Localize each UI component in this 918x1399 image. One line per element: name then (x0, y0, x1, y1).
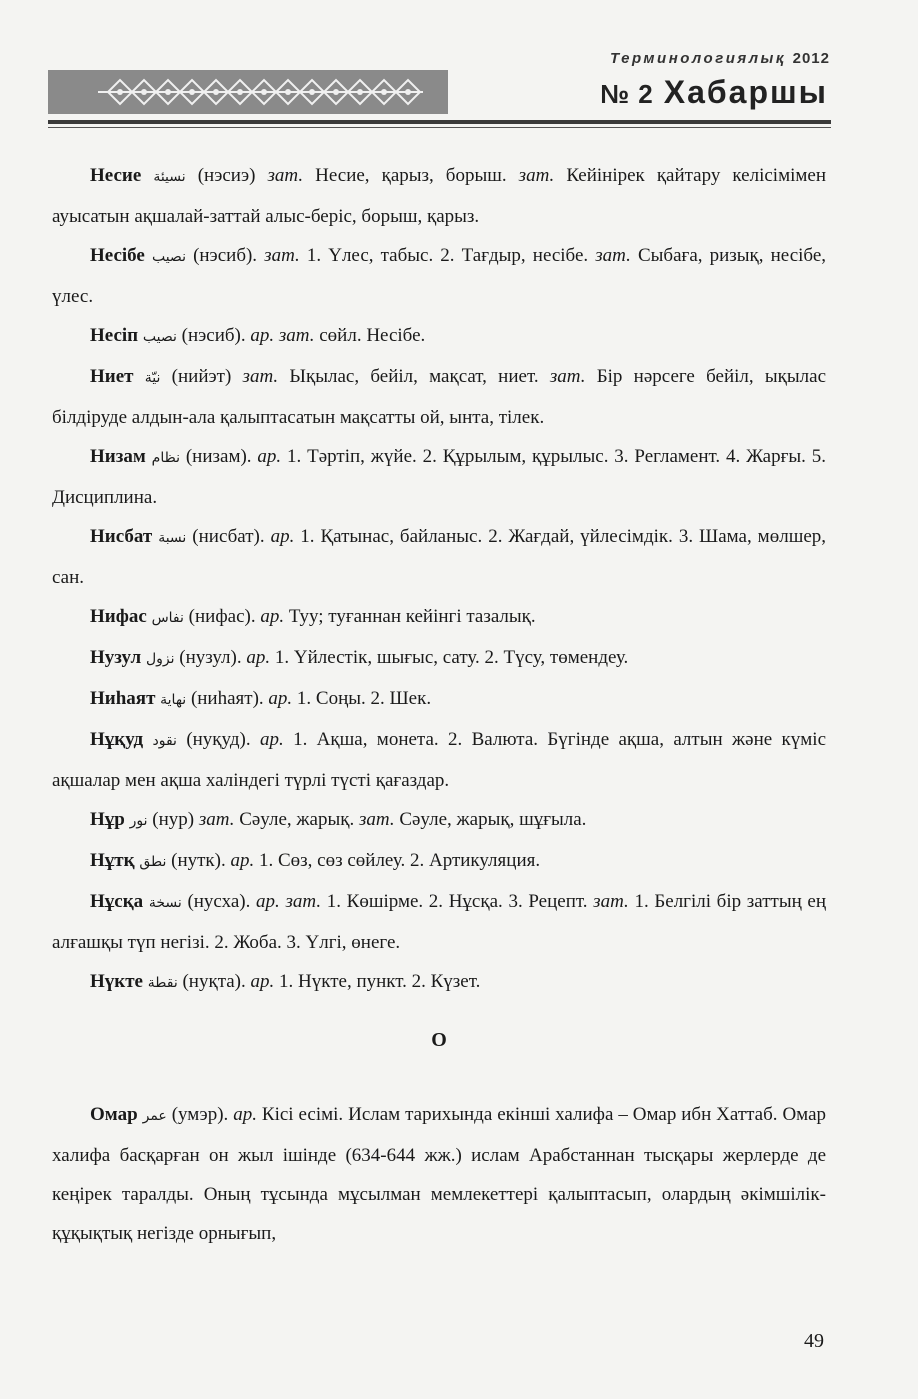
entry-headword: Нұқуд (90, 729, 144, 750)
entry-headword: Нүкте (90, 971, 143, 992)
entry-definition: 1. Белгілі бір заттың ең алғашқы түп негізі. 2. Жоба. 3. Үлгі, өнеге. (52, 891, 827, 953)
entry-transcription: (нуқуд). (176, 729, 260, 750)
entry-arabic: نسخة (148, 895, 182, 911)
page-header (0, 0, 918, 140)
dictionary-entry (52, 882, 826, 962)
ornament-banner (48, 70, 448, 114)
header-rule-thin (48, 127, 831, 128)
entry-transcription: (нифас). (183, 606, 261, 627)
entry-headword: Нузул (90, 647, 142, 668)
dictionary-entry (52, 800, 826, 841)
entry-headword: Нисбат (90, 526, 153, 547)
dictionary-entry (52, 597, 826, 638)
entry-definition: 1. Көшірме. 2. Нұсқа. 3. Рецепт. (321, 891, 594, 912)
entry-transcription: (нур) (147, 809, 199, 830)
entry-transcription: (нийэт) (160, 366, 243, 387)
entry-headword: Омар (90, 1104, 138, 1125)
entry-pos: ар. зат. (256, 891, 322, 912)
entry-headword: Нұсқа (90, 891, 144, 912)
entries-list (52, 156, 826, 1003)
entry-pos: ар. (257, 446, 282, 467)
entry-pos: зат. (593, 891, 629, 912)
entry-definition: Ықылас, бейіл, мақсат, ниет. (278, 366, 550, 387)
entry-arabic: نقود (152, 733, 177, 749)
entry-pos: ар. (268, 688, 293, 709)
entry-definition: 1. Қатынас, байланыс. 2. Жағдай, үйлесімдік. 3. Шама, мөлшер, сан. (52, 526, 827, 588)
entry-pos: ар. (230, 850, 255, 871)
entry-pos: ар. (233, 1104, 257, 1125)
entry-definition: Сыбаға, ризық, несібе, үлес. (52, 245, 826, 307)
dictionary-entry (52, 156, 826, 236)
entry-transcription: (нуқта). (177, 971, 251, 992)
entry-arabic: نظام (151, 450, 180, 466)
section-letter: О (431, 1029, 447, 1051)
journal-name (610, 50, 830, 67)
dictionary-entry (52, 437, 826, 517)
entry-arabic: نسيئة (153, 169, 186, 185)
journal-name-text: Терминологиялық (610, 50, 786, 67)
entry-definition: 1. Тәртіп, жүйе. 2. Құрылым, құрылыс. 3. Регламент. 4. Жарғы. 5. Дисциплина. (52, 446, 827, 508)
entry-definition: 1. Нүкте, пункт. 2. Күзет. (274, 971, 481, 992)
entry-headword: Несие (90, 165, 142, 186)
entry-transcription: (нэсиб). (185, 245, 265, 266)
dictionary-entry (52, 357, 826, 437)
dictionary-entry (52, 841, 826, 882)
dictionary-entry (52, 316, 826, 357)
entry-pos: ар. (260, 606, 285, 627)
entry-transcription: (нисбат). (186, 526, 271, 547)
entry-pos: зат. (595, 245, 631, 266)
journal-title (600, 74, 828, 111)
entry-headword: Нұтқ (90, 850, 135, 871)
entry-definition: Кейінірек қайтару келісімімен ауысатын ақшалай-заттай алыс-беріс, борыш, қарыз. (52, 165, 826, 227)
entry-definition: Кісі есімі. Ислам тарихында екінші халифа – Омар ибн Хаттаб. Омар халифа басқарған он жыл ішінде (634-644 жж.) ислам Арабстаннан тысқары жерлерде де кеңірек таралды. Оның тұсында мұсылман мемлекеттері қалыптасып, олардың әкімшілік-құқықтық негізде орнығып, (52, 1104, 827, 1244)
dictionary-entry (52, 236, 826, 316)
entry-arabic: نفاس (151, 610, 184, 626)
entry-definition: 1. Ақша, монета. 2. Валюта. Бүгінде ақша, алтын және күміс ақшалар мен ақша халіндегі түрлі түсті қағаздар. (52, 729, 826, 791)
dictionary-entry (52, 638, 826, 679)
entry-transcription: (низам). (180, 446, 258, 467)
entry-definition: сөйл. Несібе. (314, 325, 426, 346)
dictionary-entry (52, 720, 826, 800)
entry-pos: зат. (267, 165, 304, 186)
entry-pos: зат. (242, 366, 279, 387)
dictionary-entry (52, 517, 826, 597)
entry-definition: Бір нәрсеге бейіл, ықылас білдіруде алдын-ала қалыптасатын мақсатты ой, ынта, тілек. (52, 366, 827, 428)
entry-transcription: (нутк). (166, 850, 231, 871)
entry-arabic: نزول (145, 651, 175, 667)
entry-headword: Несіп (90, 325, 139, 346)
page-number: 49 (804, 1330, 824, 1352)
entry-pos: ар. (259, 729, 284, 750)
entry-pos: зат. (264, 245, 300, 266)
entry-headword: Нифас (90, 606, 147, 627)
entry-transcription: (нузул). (174, 647, 247, 668)
journal-year: 2012 (792, 50, 830, 67)
entry-arabic: عمر (142, 1108, 167, 1124)
entry-definition: 1. Соңы. 2. Шек. (292, 688, 432, 709)
entry-pos: зат. (358, 809, 395, 830)
entry-arabic: نطق (139, 854, 167, 870)
entry-pos: ар. (270, 526, 295, 547)
entry-arabic: نصيب (151, 249, 186, 265)
entry-pos: ар. зат. (250, 325, 315, 346)
issue-number: № 2 (600, 79, 654, 109)
entry-transcription: (умэр). (166, 1104, 234, 1125)
entry-transcription: (нэсиэ) (185, 165, 268, 186)
entry-transcription: (нусха). (181, 891, 257, 912)
entry-headword: Ниһаят (90, 688, 156, 709)
dictionary-entry (52, 962, 826, 1003)
entry-definition: 1. Сөз, сөз сөйлеу. 2. Артикуляция. (254, 850, 541, 871)
entry-arabic: نور (129, 813, 148, 829)
entry-pos: зат. (549, 366, 586, 387)
journal-title-text: Хабаршы (663, 74, 828, 110)
ornament-pattern (48, 70, 448, 114)
entry-headword: Несібе (90, 245, 145, 266)
entry-definition: Несие, қарыз, борыш. (303, 165, 519, 186)
entry-pos: ар. (246, 647, 271, 668)
entry-arabic: نسبة (158, 530, 187, 546)
entry-arabic: نقطة (147, 975, 178, 991)
entry-definition: 1. Үлес, табыс. 2. Тағдыр, несібе. (299, 245, 596, 266)
entry-definition: Сәуле, жарық, шұғыла. (394, 809, 587, 830)
entry-headword: Нұр (90, 809, 125, 830)
entry-definition: 1. Үйлестік, шығыс, сату. 2. Түсу, төмендеу. (270, 647, 629, 668)
dictionary-entry (52, 679, 826, 720)
entry-pos: зат. (198, 809, 235, 830)
entry-arabic: نهاية (160, 692, 187, 708)
dictionary-entry (52, 1095, 826, 1253)
dictionary-body (52, 156, 826, 1253)
entry-definition: Сәуле, жарық. (234, 809, 359, 830)
entry-pos: зат. (518, 165, 555, 186)
entry-arabic: نصيب (142, 329, 177, 345)
entry-pos: ар. (250, 971, 275, 992)
entries-list-o (52, 1095, 826, 1253)
header-rule-thick (48, 120, 831, 124)
entry-definition: Туу; туғаннан кейінгі тазалық. (284, 606, 536, 627)
entry-transcription: (нэсиб). (176, 325, 251, 346)
entry-headword: Ниет (90, 366, 134, 387)
entry-headword: Низам (90, 446, 146, 467)
entry-arabic: نيّة (144, 370, 161, 386)
entry-transcription: (ниһаят). (186, 688, 269, 709)
